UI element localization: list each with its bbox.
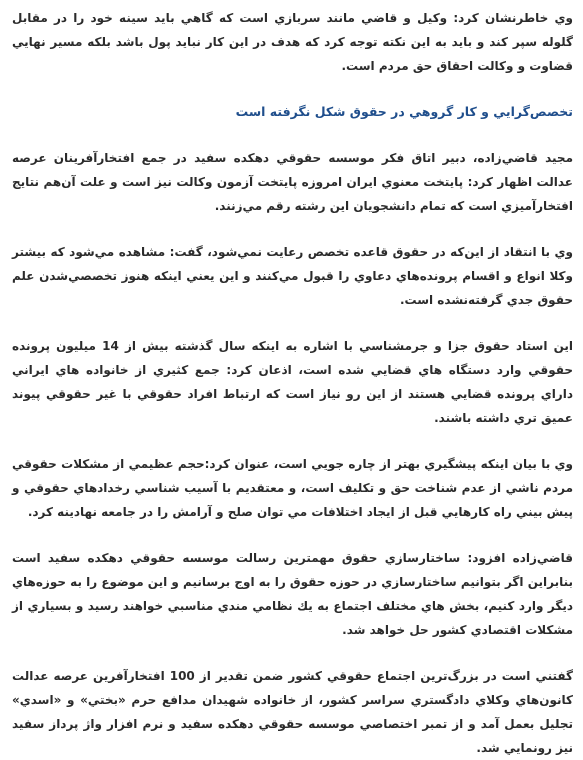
paragraph-gap	[12, 78, 573, 100]
section-heading: تخصص‌گرايي و كار گروهي در حقوق شكل نگرفته است	[235, 104, 573, 119]
paragraph-3: وي با انتقاد از اين‌كه در حقوق قاعده تخصص رعايت نمي‌شود، گفت: مشاهده مي‌شود كه بيشتر وكلا انواع و اقسام پرونده‌هاي دعاوي را قبول مي‌كنند و اين يعني اينكه هنوز تخصصي‌شدن علم حقوق جدي گرفته‌نشده است.	[12, 245, 573, 307]
paragraph-gap	[12, 642, 573, 664]
paragraph-gap	[12, 218, 573, 240]
paragraph-1: وي خاطرنشان كرد: وكيل و قاضي مانند سربازي است كه گاهي بايد سينه خود را در مقابل گلوله سپر كند و بايد به اين نكته توجه كرد كه هدف در اين كار نبايد پول باشد بلكه مسير نهايي قضاوت و وكالت احقاق حق مردم است.	[12, 11, 573, 73]
paragraph-2: مجيد قاضي‌زاده، دبير اتاق فكر موسسه حقوقي دهكده سفيد در جمع افتخارآفرينان عرصه عدالت اظهار كرد: پايتخت معنوي ايران امروزه پايتخت آزمون وكالت نيز است و علت آن‌هم نتايج افتخارآميزي است كه تمام دانشجويان اين رشته رقم مي‌زنند.	[12, 151, 573, 213]
paragraph-7: گفتني است در بزرگ‌ترين اجتماع حقوقي كشور ضمن تقدير از 100 افتخارآفرين عرصه عدالت كانون‌هاي وكلاي دادگستري سراسر كشور، از خانواده شهيدان مدافع حرم «بختي» و «اسدي» تجليل بعمل آمد و از تمبر اختصاصي موسسه حقوقي دهكده سفيد و نرم افزار واژ پرداز سفيد نيز رونمايي شد.	[12, 669, 573, 755]
paragraph-4: اين استاد حقوق جزا و جرمشناسي با اشاره به اينكه سال گذشته بيش از 14 ميليون پرونده حقوقي وارد دستگاه هاي قضايي شده است، اذعان كرد: جمع كثيري از خانواده هاي ايراني داراي پرونده قضايي هستند از اين رو نياز است كه ارتباط افراد حقوقي با غير حقوقي پيوند عميق تري داشته باشند.	[12, 339, 573, 425]
paragraph-5: وي با بيان اينكه پيشگيري بهتر از چاره جويي است، عنوان كرد:حجم عظيمي از مشكلات حقوقي مردم ناشي از عدم شناخت حق و تكليف است، و معتقديم با آسيب شناسي رخدادهاي حقوقي و پيش بيني راه كارهايي قبل از ايجاد اختلافات مي توان صلح و آرامش را در جامعه نهادينه كرد.	[12, 457, 573, 519]
paragraph-6: قاضي‌زاده افزود: ساختارسازي حقوق مهمترين رسالت موسسه حقوقي دهكده سفيد است بنابراين اگر بتوانيم ساختارسازي در حوزه حقوق را به اوج برسانيم و اين موضوع را به حوزه‌هاي ديگر وارد كنيم، بخش هاي مختلف اجتماع به يك نظامي مندي مناسبي خواهند رسيد و بسياري از مشكلات اقتصادي كشور حل خواهد شد.	[12, 551, 573, 637]
paragraph-gap	[12, 124, 573, 146]
paragraph-gap	[12, 524, 573, 546]
paragraph-gap	[12, 312, 573, 334]
paragraph-gap	[12, 430, 573, 452]
